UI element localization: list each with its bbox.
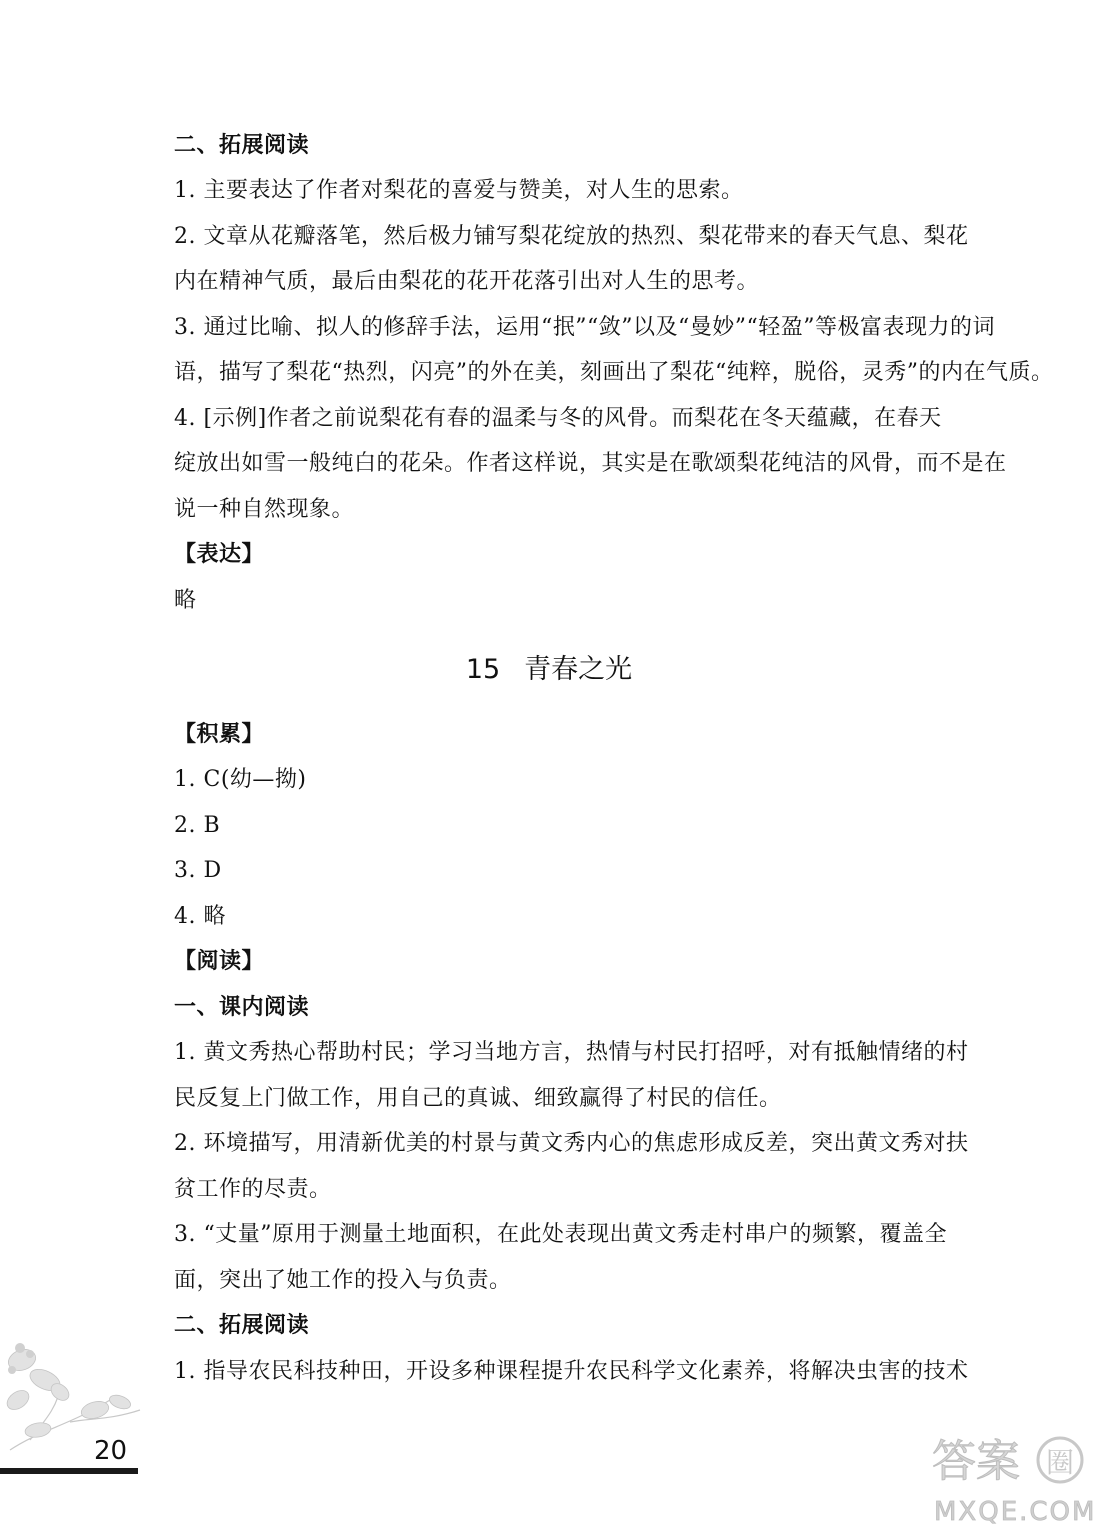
paragraph-line: 语，描写了梨花“热烈，闪亮”的外在美，刻画出了梨花“纯粹，脱俗，灵秀”的内在气质。: [174, 360, 1054, 385]
answer-item: 2. B: [174, 813, 221, 838]
expression-heading: 【表达】: [174, 542, 265, 567]
paragraph-line: 面，突出了她工作的投入与负责。: [174, 1268, 512, 1293]
reading-subheading: 二、拓展阅读: [174, 1313, 310, 1338]
lesson-title: [0, 652, 1098, 688]
lesson-name: 青春之光: [524, 654, 633, 685]
watermark-logo: [922, 1424, 1098, 1536]
paragraph-line: 贫工作的尽责。: [174, 1177, 332, 1202]
paragraph-line: 说一种自然现象。: [174, 497, 355, 522]
reading-subheading: 一、课内阅读: [174, 995, 310, 1020]
paragraph-line: 内在精神气质，最后由梨花的花开花落引出对人生的思考。: [174, 269, 760, 294]
paragraph-line: 1. 主要表达了作者对梨花的喜爱与赞美，对人生的思索。: [174, 178, 744, 203]
reading-heading: 【阅读】: [174, 949, 265, 974]
paragraph-line: 民反复上门做工作，用自己的真诚、细致赢得了村民的信任。: [174, 1086, 782, 1111]
lesson-number: 15: [465, 654, 501, 685]
answer-item: 4. 略: [174, 904, 226, 929]
paragraph-line: 1. 黄文秀热心帮助村民；学习当地方言，热情与村民打招呼，对有抵触情绪的村: [174, 1040, 969, 1065]
answer-item: 3. D: [174, 858, 222, 883]
svg-text:答案: 答案: [932, 1436, 1020, 1487]
accumulate-heading: 【积累】: [174, 722, 265, 747]
paragraph-line: 3. “丈量”原用于测量土地面积，在此处表现出黄文秀走村串户的频繁，覆盖全: [174, 1222, 947, 1247]
answer-item: 1. C(幼—拗): [174, 767, 307, 792]
svg-text:MXQE.COM: MXQE.COM: [934, 1497, 1097, 1527]
footer-rule: [0, 1468, 138, 1474]
expression-text: 略: [174, 588, 197, 613]
paragraph-line: 1. 指导农民科技种田，开设多种课程提升农民科学文化素养，将解决虫害的技术: [174, 1359, 969, 1384]
svg-text:圈: 圈: [1046, 1446, 1075, 1479]
flower-decoration-icon: [0, 1330, 150, 1470]
paragraph-line: 绽放出如雪一般纯白的花朵。作者这样说，其实是在歌颂梨花纯洁的风骨，而不是在: [174, 451, 1007, 476]
paragraph-line: 3. 通过比喻、拟人的修辞手法，运用“抿”“敛”以及“曼妙”“轻盈”等极富表现力的词: [174, 315, 995, 340]
page-number: 20: [94, 1436, 128, 1466]
paragraph-line: 2. 文章从花瓣落笔，然后极力铺写梨花绽放的热烈、梨花带来的春天气息、梨花: [174, 224, 969, 249]
section-heading: 二、拓展阅读: [174, 133, 310, 158]
paragraph-line: 2. 环境描写，用清新优美的村景与黄文秀内心的焦虑形成反差，突出黄文秀对扶: [174, 1131, 969, 1156]
paragraph-line: 4. [示例]作者之前说梨花有春的温柔与冬的风骨。而梨花在冬天蕴藏，在春天: [174, 406, 942, 431]
